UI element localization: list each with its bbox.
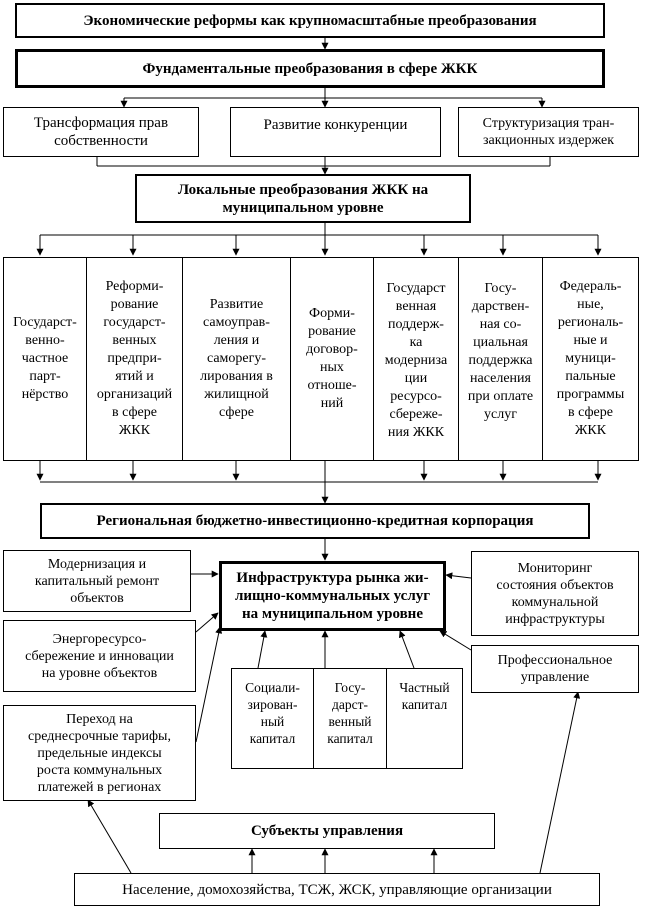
monitoring-text: Мониторинг состояния объектов коммунальной инфраструктуры (496, 560, 614, 627)
direction-cell (543, 258, 638, 460)
capital-text: Частный капитал (399, 680, 450, 712)
direction-text: Реформи- рование государст- венных предпри- ятий и организаций в сфере ЖКК (96, 279, 173, 438)
subjects-text: Субъекты управления (250, 823, 404, 839)
directions-table (3, 257, 639, 461)
capital-cell (314, 669, 387, 768)
ownership-transformation-text: Трансформация прав собственности (33, 115, 169, 149)
competition-box (230, 107, 441, 157)
direction-cell (374, 258, 459, 460)
title-box (15, 3, 605, 38)
direction-text: Форми- рование договор- ных отноше- ний (306, 306, 358, 411)
capitals-group (231, 668, 463, 769)
monitoring-box (471, 551, 639, 636)
capital-text: Госу- дарст- венный капитал (327, 680, 373, 746)
ownership-transformation-box (3, 107, 199, 157)
transaction-costs-text: Структуризация тран- закционных издержек (482, 116, 615, 148)
capital-text: Социали- зирован- ный капитал (245, 680, 300, 746)
modernization-text: Модернизация и капитальный ремонт объектов (34, 556, 160, 606)
fundamental-text: Фундаментальные преобразования в сфере ЖКК (142, 60, 478, 77)
direction-cell (4, 258, 87, 460)
modernization-box (3, 550, 191, 612)
direction-text: Развитие самоуправ- ления и саморегу- лирования в жилищной сфере (200, 297, 273, 420)
fundamental-box (15, 49, 605, 88)
direction-text: Государст- венно- частное парт- нёрство (13, 315, 77, 402)
infrastructure-box (219, 561, 446, 631)
tariff-transition-text: Переход на среднесрочные тарифы, предельные индексы роста коммунальных платежей в регионах (28, 711, 171, 795)
infrastructure-text: Инфраструктура рынка жи- лищно-коммунальных услуг на муниципальном уровне (234, 570, 431, 622)
direction-cell (459, 258, 543, 460)
capital-cell (232, 669, 314, 768)
direction-cell (291, 258, 374, 460)
capital-cell (387, 669, 462, 768)
title-text: Экономические реформы как крупномасштабные преобразования (83, 12, 537, 29)
tariff-transition-box (3, 705, 196, 801)
population-text: Население, домохозяйства, ТСЖ, ЖСК, управляющие организации (122, 881, 552, 898)
transaction-costs-box (458, 107, 639, 157)
competition-text: Развитие конкуренции (263, 117, 408, 133)
direction-text: Госу- дарствен- ная со- циальная поддержка населения при оплате услуг (467, 281, 534, 422)
direction-cell (87, 258, 183, 460)
population-box (74, 873, 600, 906)
energy-saving-text: Энергоресурсо- сбережение и инновации на уровне объектов (25, 631, 174, 681)
corporation-box (40, 503, 590, 539)
direction-text: Государст венная поддерж- ка модерниза ции ресурсо- сбереже- ния ЖКК (384, 281, 448, 440)
direction-text: Федераль- ные, региональ- ные и муници- пальные программы в сфере ЖКК (556, 279, 625, 438)
subjects-box (159, 813, 495, 849)
direction-cell (183, 258, 291, 460)
local-transformations-box (135, 174, 471, 223)
corporation-text: Региональная бюджетно-инвестиционно-кредитная корпорация (96, 513, 534, 529)
energy-saving-box (3, 620, 196, 692)
professional-management-box (471, 645, 639, 693)
local-transformations-text: Локальные преобразования ЖКК на муниципальном уровне (177, 181, 429, 216)
professional-management-text: Профессиональное управление (497, 653, 613, 685)
